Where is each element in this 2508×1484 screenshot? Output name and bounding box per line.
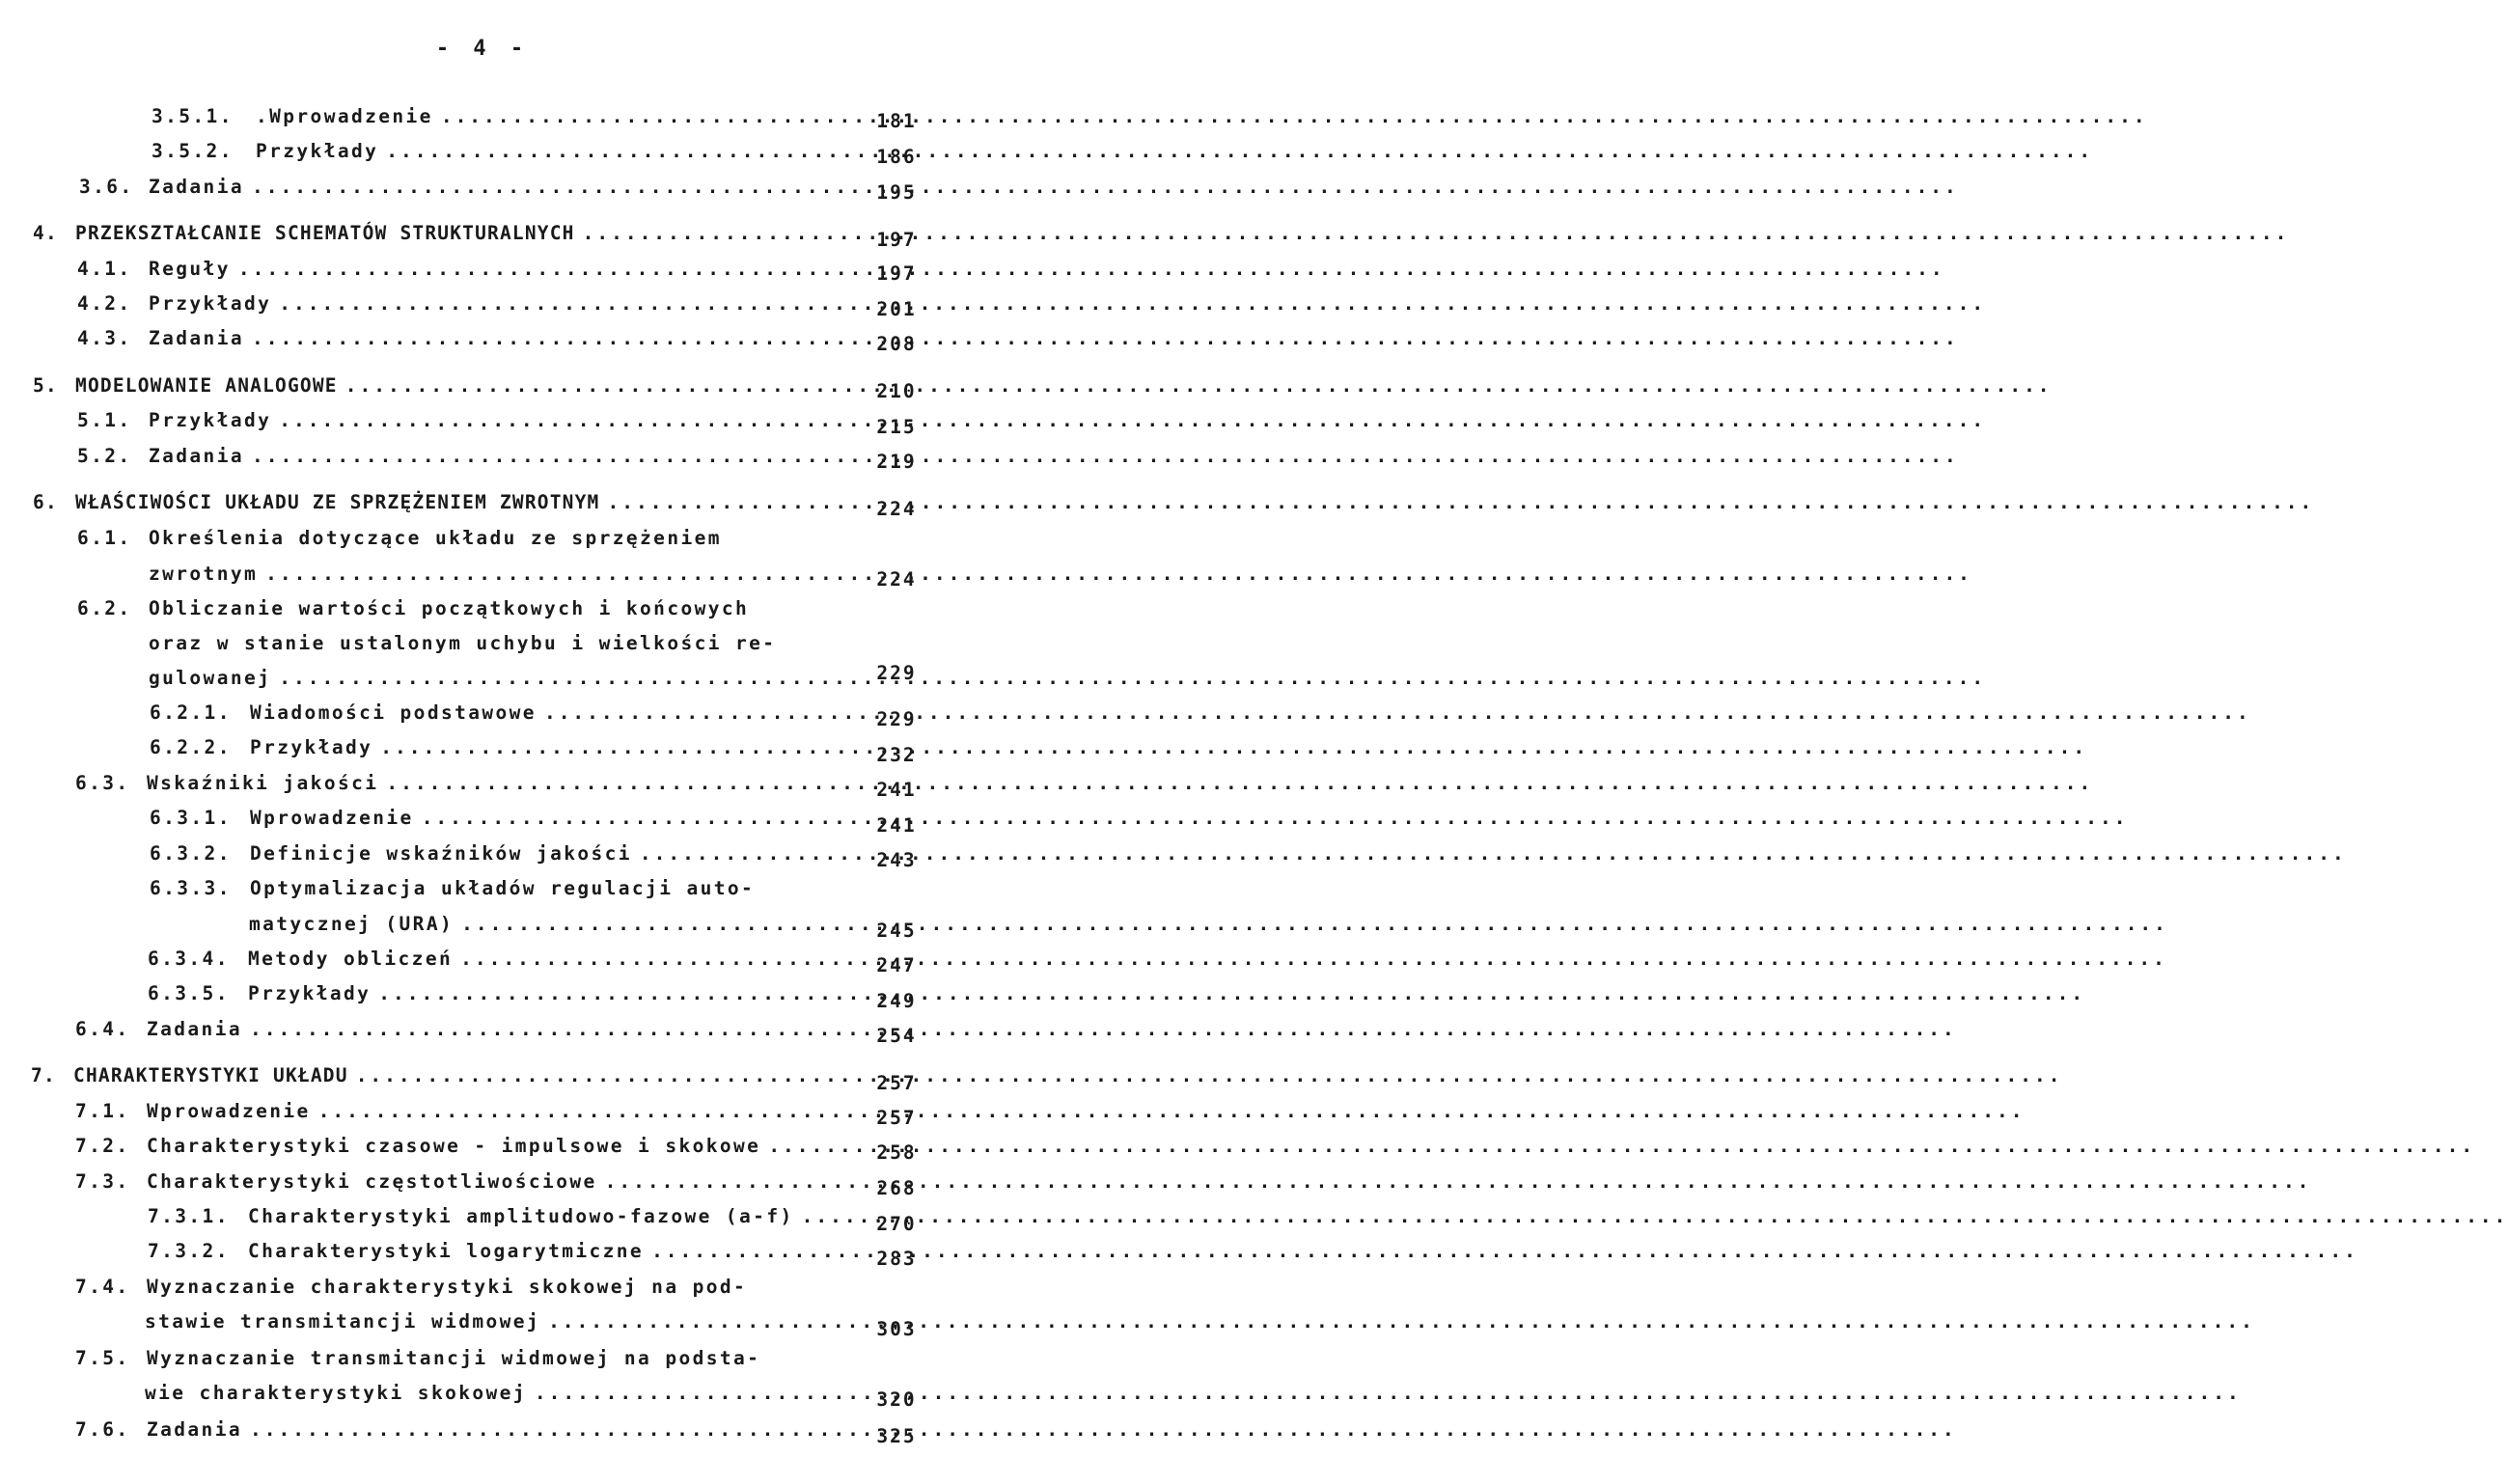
toc-entry [148, 1204, 807, 1229]
toc-entry [77, 596, 807, 621]
dot-leader [252, 444, 1959, 469]
entry-number: 3.5.1. [152, 105, 234, 127]
entry-page-number: 249 [876, 990, 917, 1012]
entry-title: Zadania [149, 176, 244, 198]
entry-title: matycznej (URA) [249, 913, 455, 935]
entry-title: MODELOWANIE ANALOGOWE [75, 374, 338, 397]
entry-title: Wyznaczanie transmitancji widmowej na podsta- [147, 1347, 761, 1369]
entry-title-continuation [145, 1309, 807, 1334]
entry-title: Przykłady [149, 292, 272, 315]
dot-leader [802, 1204, 2508, 1229]
entry-number: 6.2.2. [150, 736, 232, 758]
entry-page-number: 197 [876, 262, 917, 285]
dot-leader [238, 257, 1945, 282]
entry-page-number: 243 [876, 849, 917, 871]
toc-entry [148, 981, 807, 1006]
toc-entry [150, 806, 807, 831]
dot-leader [378, 981, 2085, 1006]
toc-entry [150, 735, 807, 760]
dot-leader [544, 701, 2251, 726]
entry-title: Wskaźniki jakości [147, 772, 379, 794]
entry-number: 3.6. [79, 176, 134, 198]
dot-leader [318, 1099, 2026, 1124]
toc-entry [150, 841, 807, 866]
toc-entry [77, 444, 807, 469]
entry-title-continuation [145, 1381, 807, 1406]
entry-page-number: 257 [876, 1072, 917, 1094]
entry-title: Charakterystyki amplitudowo-fazowe (a-f) [248, 1205, 794, 1227]
entry-number: 7.2. [75, 1135, 130, 1157]
entry-title-continuation [149, 666, 807, 691]
dot-leader [605, 1169, 2312, 1195]
dot-leader [252, 326, 1959, 351]
entry-number: 6. [33, 491, 58, 513]
toc-chapter-entry [33, 490, 807, 515]
entry-number: 6.2. [77, 597, 132, 619]
entry-page-number: 186 [876, 146, 917, 168]
entry-number: 6.2.1. [150, 701, 232, 724]
dot-leader [345, 373, 2053, 398]
entry-title: Definicje wskaźników jakości [250, 842, 632, 865]
entry-number: 7.6. [75, 1418, 130, 1441]
entry-number: 6.3.4. [148, 948, 230, 970]
toc-page [0, 0, 965, 1484]
entry-page-number: 224 [876, 498, 917, 520]
entry-page-number: 210 [876, 380, 917, 402]
entry-number: 6.3.1. [150, 807, 232, 829]
entry-page-number: 325 [876, 1425, 917, 1447]
entry-number: 4.2. [77, 292, 132, 315]
entry-page-number: 224 [876, 568, 917, 591]
toc-entry [77, 291, 807, 316]
dot-leader [583, 221, 2290, 246]
entry-number: 3.5.2. [152, 140, 234, 162]
entry-page-number: 208 [876, 333, 917, 355]
dot-leader [460, 947, 2167, 972]
entry-page-number: 181 [876, 110, 917, 132]
entry-title: wie charakterystyki skokowej [145, 1382, 527, 1404]
entry-title: Zadania [147, 1018, 242, 1040]
toc-entry [75, 1099, 807, 1124]
entry-title: Optymalizacja układów regulacji auto- [250, 877, 756, 899]
entry-title: Zadania [149, 327, 244, 349]
entry-page-number: 241 [876, 814, 917, 837]
entry-page-number: 201 [876, 298, 917, 320]
dot-leader [279, 408, 1986, 433]
dot-leader [548, 1309, 2255, 1334]
entry-page-number: 270 [876, 1213, 917, 1235]
dot-leader [380, 735, 2087, 760]
toc-chapter-entry [31, 1063, 807, 1088]
entry-title: WŁAŚCIWOŚCI UKŁADU ZE SPRZĘŻENIEM ZWROTNYM [75, 491, 600, 513]
toc-entry [148, 1239, 807, 1264]
dot-leader [386, 139, 2093, 164]
entry-title: Określenia dotyczące układu ze sprzężeniem [149, 527, 722, 549]
toc-chapter-entry [33, 221, 807, 246]
entry-page-number: 241 [876, 779, 917, 801]
toc-entry [77, 257, 807, 282]
entry-title: Metody obliczeń [248, 948, 454, 970]
entry-title: .Wprowadzenie [256, 105, 433, 127]
entry-title: stawie transmitancji widmowej [145, 1310, 541, 1333]
dot-leader [265, 562, 1972, 587]
entry-title: Reguły [149, 258, 231, 280]
entry-title: Wyznaczanie charakterystyki skokowej na pod- [147, 1276, 748, 1298]
toc-entry [77, 326, 807, 351]
toc-entry [77, 526, 807, 551]
entry-page-number: 257 [876, 1107, 917, 1129]
entry-page-number: 245 [876, 920, 917, 942]
toc-entry [75, 1017, 807, 1042]
dot-leader [356, 1063, 2063, 1088]
entry-title: Charakterystyki logarytmiczne [248, 1240, 645, 1262]
entry-page-number: 258 [876, 1141, 917, 1164]
entry-number: 4. [33, 222, 58, 244]
dot-leader [535, 1381, 2242, 1406]
entry-number: 7.1. [75, 1100, 130, 1122]
dot-leader [422, 806, 2129, 831]
entry-page-number: 232 [876, 744, 917, 766]
entry-page-number: 219 [876, 451, 917, 473]
entry-page-number: 268 [876, 1177, 917, 1199]
dot-leader [279, 666, 1986, 691]
entry-number: 6.3.5. [148, 982, 230, 1004]
toc-entry [150, 701, 807, 726]
entry-page-number: 283 [876, 1248, 917, 1270]
entry-title: zwrotnym [149, 563, 259, 585]
entry-page-number: 254 [876, 1025, 917, 1047]
dot-leader [607, 490, 2314, 515]
entry-page-number: 303 [876, 1318, 917, 1340]
entry-number: 6.3.3. [150, 877, 232, 899]
toc-entry [148, 947, 807, 972]
dot-leader [441, 104, 2148, 129]
page-number: - 4 - [435, 37, 530, 61]
entry-title: CHARAKTERYSTYKI UKŁADU [73, 1064, 348, 1086]
entry-number: 7.5. [75, 1347, 130, 1369]
entry-number: 6.1. [77, 527, 132, 549]
dot-leader [461, 912, 2168, 937]
toc-entry [75, 1169, 807, 1195]
dot-leader [250, 1417, 1957, 1443]
entry-title: Wprowadzenie [250, 807, 414, 829]
entry-number: 7.3. [75, 1170, 130, 1193]
entry-number: 4.1. [77, 258, 132, 280]
entry-number: 7.4. [75, 1276, 130, 1298]
entry-title: Charakterystyki częstotliwościowe [147, 1170, 597, 1193]
entry-number: 7.3.2. [148, 1240, 230, 1262]
entry-title: Przykłady [248, 982, 372, 1004]
toc-entry [150, 876, 807, 901]
entry-title-continuation [149, 562, 807, 587]
entry-number: 7. [31, 1064, 56, 1086]
entry-title: Charakterystyki czasowe - impulsowe i skokowe [147, 1135, 761, 1157]
entry-title: Przykłady [256, 140, 379, 162]
entry-title: Obliczanie wartości początkowych i końcowych [149, 597, 750, 619]
entry-page-number: 197 [876, 229, 917, 251]
dot-leader [252, 175, 1959, 200]
entry-title: gulowanej [149, 667, 272, 689]
toc-entry [75, 1346, 807, 1371]
toc-entry [75, 771, 807, 796]
entry-page-number: 229 [876, 708, 917, 730]
entry-title: Zadania [147, 1418, 242, 1441]
entry-title: oraz w stanie ustalonym uchybu i wielkości re- [149, 632, 777, 654]
entry-page-number: 215 [876, 416, 917, 438]
entry-number: 5.2. [77, 445, 132, 467]
entry-page-number: 195 [876, 181, 917, 204]
entry-number: 7.3.1. [148, 1205, 230, 1227]
entry-title: Zadania [149, 445, 244, 467]
toc-chapter-entry [33, 373, 807, 398]
entry-number: 6.3. [75, 772, 130, 794]
toc-entry [79, 175, 807, 200]
toc-entry [77, 408, 807, 433]
entry-title-continuation [149, 631, 776, 656]
entry-number: 4.3. [77, 327, 132, 349]
entry-title: Wiadomości podstawowe [250, 701, 537, 724]
toc-entry [152, 139, 807, 164]
toc-entry [152, 104, 807, 129]
toc-entry [75, 1417, 807, 1443]
entry-number: 5.1. [77, 409, 132, 431]
entry-number: 5. [33, 374, 58, 397]
entry-number: 6.4. [75, 1018, 130, 1040]
dot-leader [250, 1017, 1957, 1042]
entry-title-continuation [249, 912, 807, 937]
entry-title: Wprowadzenie [147, 1100, 311, 1122]
entry-page-number: 247 [876, 954, 917, 976]
toc-entry [75, 1134, 807, 1159]
entry-title: Przykłady [149, 409, 272, 431]
dot-leader [768, 1134, 2475, 1159]
entry-title: Przykłady [250, 736, 373, 758]
entry-page-number: 320 [876, 1388, 917, 1411]
entry-number: 6.3.2. [150, 842, 232, 865]
entry-page-number: 229 [876, 662, 917, 684]
toc-entry [75, 1275, 807, 1300]
dot-leader [279, 291, 1986, 316]
dot-leader [386, 771, 2093, 796]
entry-title: PRZEKSZTAŁCANIE SCHEMATÓW STRUKTURALNYCH [75, 222, 575, 244]
